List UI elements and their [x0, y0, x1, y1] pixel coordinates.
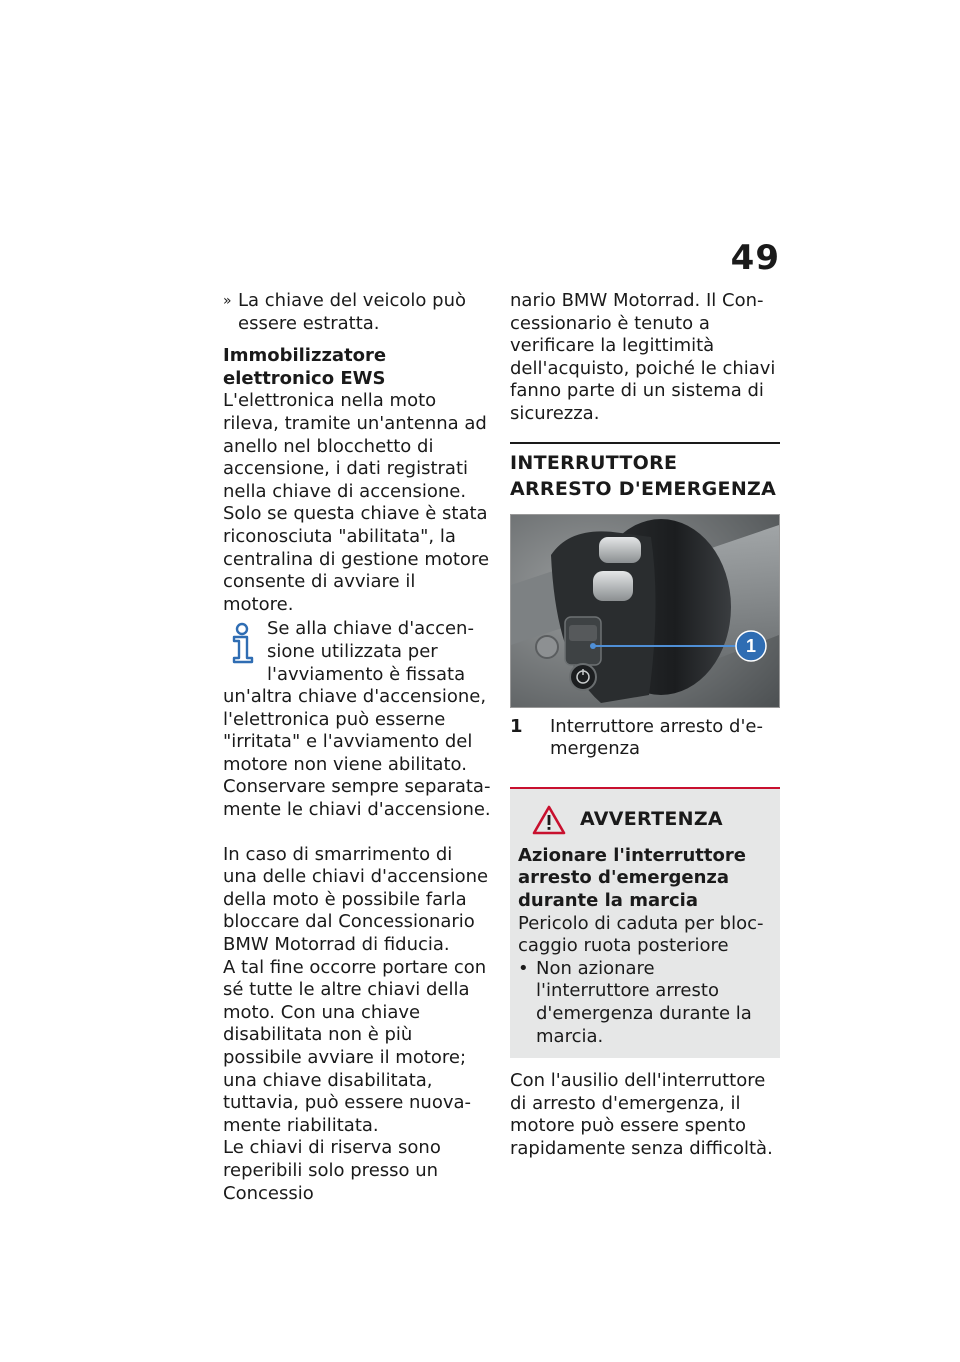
ews-text: L'elettronica nella moto rileva, tramite un'antenna ad anello nel blocchetto di accensione, i dati registrati nella chiave di accensione. Solo se questa chiave è stata riconosciuta "abilitata", la centralina di gestione motore consente di avviare il motore. [223, 390, 490, 615]
handlebar-switch-photo [510, 514, 780, 708]
warning-header [532, 805, 772, 835]
bullet-mark: • [518, 957, 529, 979]
legend-item [510, 716, 780, 761]
result-mark: » [223, 293, 232, 309]
note-text: Se alla chiave d'accensione utilizzata per l'avviamento è fissata un'altra chiave d'accensione, l'elettronica può esserne "irritata" e l'avviamento del motore non viene abilitato. [223, 618, 487, 775]
warning-consequence: Pericolo di caduta per bloccaggio ruota posteriore [518, 912, 764, 957]
info-note [223, 618, 491, 776]
warning-subject: Azionare l'interruttore arresto d'emergenza durante la marcia [518, 844, 746, 911]
result-line [223, 290, 491, 335]
lost-key-text-1: In caso di smarrimento di una delle chiavi d'accensione della moto è possibile farla bloccare dal Concessionario BMW Motorrad di fiducia. [223, 843, 489, 956]
legend-text: Interruttore arresto d'emergenza [550, 715, 763, 760]
warning-action [518, 958, 772, 1048]
legend-number: 1 [510, 715, 523, 737]
photo-callout-number: 1 [745, 635, 757, 656]
warning-title: AVVERTENZA [580, 808, 723, 831]
after-warning-text: Con l'ausilio dell'interruttore di arresto d'emergenza, il motore può essere spento rapidamente senza difficoltà. [510, 1070, 773, 1159]
page-number: 49 [730, 238, 780, 278]
right-column [510, 290, 780, 1160]
section-title: INTERRUTTORE ARRESTO D'EMERGENZA [510, 451, 777, 500]
info-icon [223, 620, 263, 666]
note-followup: Conservare sempre separatamente le chiavi d'accensione. [223, 776, 491, 821]
continued-text: nario BMW Motorrad. Il Concessionario è tenuto a verificare la legittimità dell'acquisto, poiché le chiavi fanno parte di un sistema di sicurezza. [510, 290, 776, 424]
ews-heading: Immobilizzatore elettronico EWS [223, 345, 387, 389]
result-text: La chiave del veicolo può essere estratta. [238, 290, 467, 334]
section-divider [510, 442, 780, 444]
warning-triangle-icon [532, 805, 566, 835]
lost-key-text-2: A tal fine occorre portare con sé tutte le altre chiavi della moto. Con una chiave disabilitata non è più possibile avviare il motore; una chiave disabilitata, tuttavia, può essere nuovamente riabilitata. [223, 956, 487, 1136]
lost-key-text-3: Le chiavi di riserva sono reperibili solo presso un Concessio [223, 1137, 441, 1204]
left-column [223, 290, 491, 1205]
handlebar-switch-illustration [511, 515, 779, 707]
warning-box [510, 787, 780, 1058]
warning-action-text: Non azionare l'interruttore arresto d'emergenza durante la marcia. [536, 957, 752, 1047]
